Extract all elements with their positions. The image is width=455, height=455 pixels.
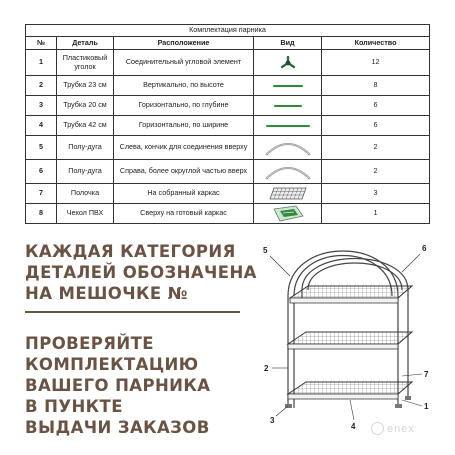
label-3: 3 — [270, 416, 275, 425]
row-qty: 2 — [322, 160, 430, 184]
label-6: 6 — [422, 244, 427, 253]
row-place: Сверху на готовый каркас — [114, 204, 254, 224]
row-place: Справа, более округлой частью вверх — [114, 160, 254, 184]
header-view: Вид — [254, 37, 322, 50]
row-place: Горизонтально, по ширине — [114, 116, 254, 136]
label-1: 1 — [424, 402, 429, 411]
row-part: Полу-дуга — [57, 136, 114, 160]
greenhouse-frame-diagram — [250, 240, 440, 445]
row-part: Трубка 42 см — [57, 116, 114, 136]
row-place: На собранный каркас — [114, 184, 254, 204]
row-part: Полу-дуга — [57, 160, 114, 184]
brand-logo-icon — [371, 422, 384, 435]
row-num: 2 — [26, 76, 57, 96]
long-tube-icon — [254, 116, 322, 136]
row-part: Трубка 23 см — [57, 76, 114, 96]
row-qty: 12 — [322, 50, 430, 76]
heading-line: ВЫДАЧИ ЗАКАЗОВ — [25, 418, 210, 437]
header-qty: Количество — [322, 37, 430, 50]
row-num: 1 — [26, 50, 57, 76]
heading-line: ВАШЕГО ПАРНИКА — [25, 376, 211, 395]
category-note-heading — [25, 241, 257, 304]
row-num: 7 — [26, 184, 57, 204]
row-place: Соединительный угловой элемент — [114, 50, 254, 76]
short-tube-icon — [254, 96, 322, 116]
brand-name: enex — [387, 422, 415, 435]
row-place: Вертикально, по высоте — [114, 76, 254, 96]
header-num: № — [26, 37, 57, 50]
table-row — [26, 160, 430, 184]
row-qty: 3 — [322, 184, 430, 204]
table-row — [26, 76, 430, 96]
table-caption: Комплектация парника — [26, 25, 430, 37]
header-part: Деталь — [57, 37, 114, 50]
brand-watermark — [371, 422, 415, 435]
parts-table — [25, 24, 430, 224]
table-row — [26, 96, 430, 116]
shelf-grid-icon — [254, 184, 322, 204]
table-row — [26, 184, 430, 204]
label-2: 2 — [264, 364, 269, 373]
check-kit-heading — [25, 333, 210, 438]
row-num: 4 — [26, 116, 57, 136]
row-num: 5 — [26, 136, 57, 160]
row-qty: 6 — [322, 96, 430, 116]
header-place: Расположение — [114, 37, 254, 50]
row-qty: 6 — [322, 116, 430, 136]
heading-line: КАЖДАЯ КАТЕГОРИЯ — [25, 242, 236, 261]
table-row — [26, 50, 430, 76]
divider — [25, 311, 240, 313]
heading-line: КОМПЛЕКТАЦИЮ — [25, 355, 199, 374]
heading-line: НА МЕШОЧКЕ № — [25, 284, 188, 303]
row-part: Чехол ПВХ — [57, 204, 114, 224]
row-place: Слева, кончик для соединения вверху — [114, 136, 254, 160]
label-5: 5 — [263, 246, 268, 255]
heading-line: В ПУНКТЕ — [25, 397, 123, 416]
row-part: Пластиковый уголок — [57, 50, 114, 76]
table-row — [26, 204, 430, 224]
row-qty: 8 — [322, 76, 430, 96]
label-7: 7 — [424, 370, 429, 379]
heading-line: ДЕТАЛЕЙ ОБОЗНАЧЕНА — [25, 263, 257, 282]
short-tube-icon — [254, 76, 322, 96]
pvc-cover-icon — [254, 204, 322, 224]
row-place: Горизонтально, по глубине — [114, 96, 254, 116]
corner-connector-icon — [254, 50, 322, 76]
table-row — [26, 136, 430, 160]
row-part: Трубка 20 см — [57, 96, 114, 116]
row-qty: 2 — [322, 136, 430, 160]
half-arc-icon — [254, 136, 322, 160]
heading-line: ПРОВЕРЯЙТЕ — [25, 334, 154, 353]
greenhouse-frame-drawing — [250, 240, 440, 445]
row-qty: 1 — [322, 204, 430, 224]
row-num: 3 — [26, 96, 57, 116]
row-part: Полочка — [57, 184, 114, 204]
row-num: 6 — [26, 160, 57, 184]
half-arc-icon — [254, 160, 322, 184]
table-row — [26, 116, 430, 136]
label-4: 4 — [351, 422, 356, 431]
row-num: 8 — [26, 204, 57, 224]
